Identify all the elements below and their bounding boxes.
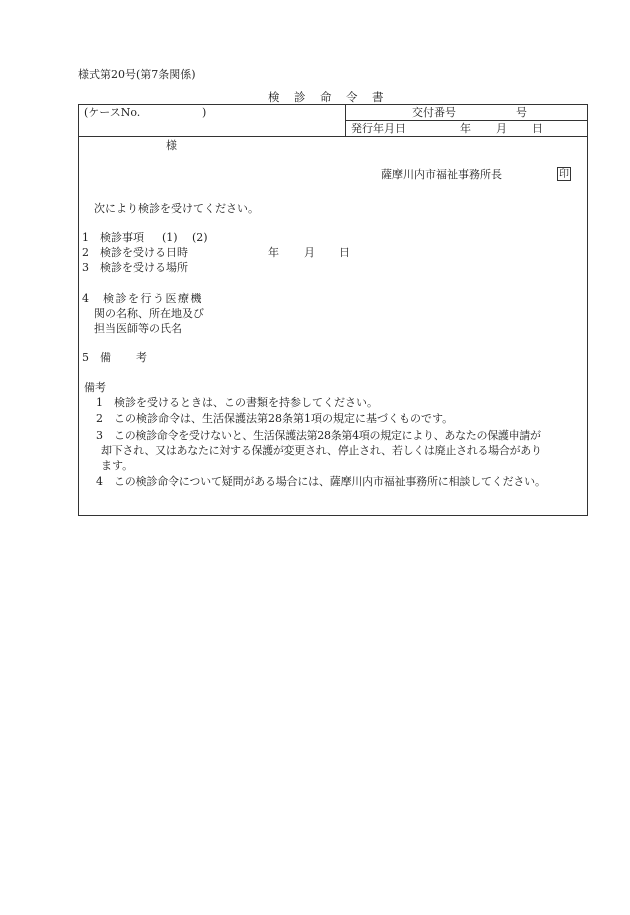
issue-date-month: 月 — [496, 122, 507, 135]
item-facility-line2: 関の名称、所在地及び — [94, 307, 204, 320]
title-char: 令 — [346, 90, 358, 104]
header-divider-mid — [345, 120, 588, 121]
note-text: この検診命令を受けないと、生活保護法第28条第4項の規定により、あなたの保護申請が — [114, 429, 541, 442]
item-datetime-month: 月 — [304, 246, 315, 259]
item-datetime-label: 検診を受ける日時 — [100, 246, 188, 259]
title-char: 書 — [372, 90, 384, 104]
title-char: 診 — [294, 90, 306, 104]
issue-date-day: 日 — [532, 122, 543, 135]
note-text: この検診命令について疑問がある場合には、薩摩川内市福祉事務所に相談してください。 — [114, 475, 546, 488]
item-number: 1 — [82, 231, 89, 244]
issue-number-label: 交付番号 — [412, 106, 456, 119]
note-text: 検診を受けるときは、この書類を持参してください。 — [114, 396, 378, 409]
issue-number-suffix: 号 — [516, 106, 527, 119]
notes-heading: 備考 — [84, 381, 106, 394]
item-exam-sub1: (1) — [162, 231, 178, 244]
note-number: 4 — [96, 475, 103, 488]
intro-text: 次により検診を受けてください。 — [94, 202, 259, 215]
addressee-honorific: 様 — [166, 139, 177, 152]
item-datetime-year: 年 — [268, 246, 279, 259]
item-exam-label: 検診事項 — [100, 231, 144, 244]
note-text: この検診命令は、生活保護法第28条第1項の規定に基づくものです。 — [114, 412, 454, 425]
title-char: 命 — [320, 90, 332, 104]
case-number-close: ) — [202, 106, 207, 119]
item-number: 5 — [82, 351, 89, 364]
note-number: 3 — [96, 429, 103, 442]
note-text-continued: ます。 — [101, 459, 134, 472]
item-place-label: 検診を受ける場所 — [100, 261, 188, 274]
item-facility-line3: 担当医師等の氏名 — [94, 322, 182, 335]
item-facility-line1: 検診を行う医療機 — [103, 292, 203, 305]
note-number: 2 — [96, 412, 103, 425]
note-number: 1 — [96, 396, 103, 409]
item-number: 2 — [82, 246, 89, 259]
item-remarks-label-b: 考 — [136, 351, 147, 364]
form-number-label: 様式第20号(第7条関係) — [78, 68, 196, 81]
header-divider-bottom — [78, 136, 588, 137]
title-char: 検 — [268, 90, 280, 104]
item-datetime-day: 日 — [339, 246, 350, 259]
note-text-continued: 却下され、又はあなたに対する保護が変更され、停止され、若しくは廃止される場合があり — [101, 444, 542, 457]
seal-mark: 印 — [559, 169, 569, 180]
issue-date-label: 発行年月日 — [351, 122, 406, 135]
issuer-name: 薩摩川内市福祉事務所長 — [381, 168, 502, 181]
item-exam-sub2: (2) — [192, 231, 208, 244]
case-number-label: (ケースNo. — [84, 106, 141, 119]
item-number: 4 — [82, 292, 89, 305]
item-remarks-label-a: 備 — [100, 351, 111, 364]
document-title — [268, 90, 384, 104]
item-number: 3 — [82, 261, 89, 274]
issue-date-year: 年 — [460, 122, 471, 135]
